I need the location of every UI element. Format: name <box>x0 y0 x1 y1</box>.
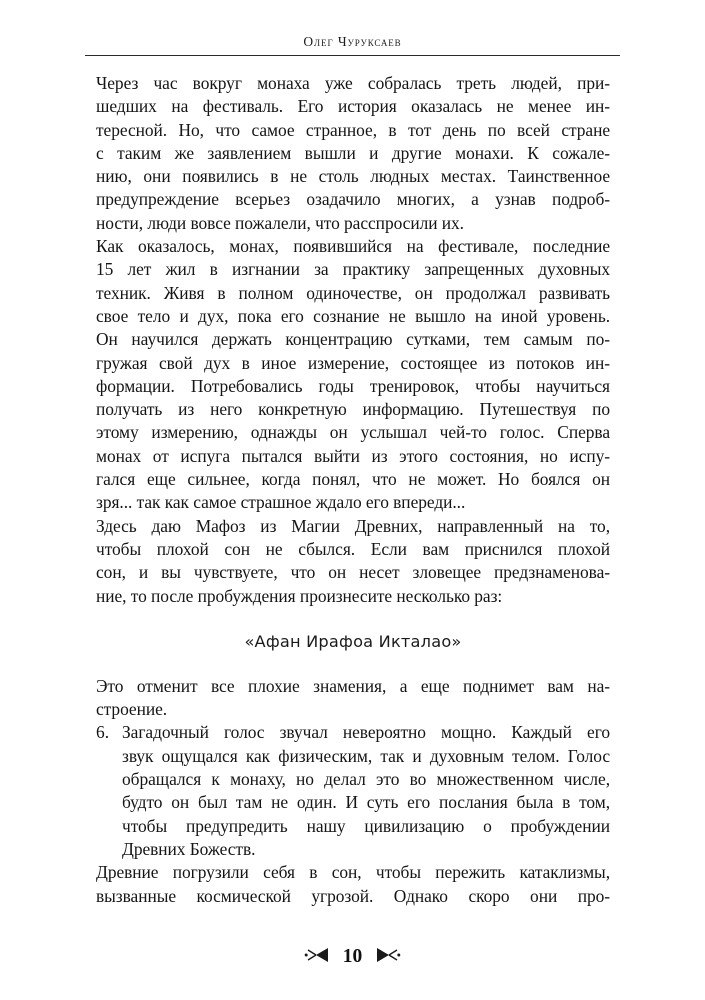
page-number: 10 <box>342 946 363 967</box>
text-line: Как оказалось, монах, появившийся на фестивале, последние <box>96 236 610 257</box>
text-line: звук ощущался как физическим, так и духовным телом. Голос <box>122 745 610 766</box>
text-line: Он научился держать концентрацию сутками, тем самым по- <box>96 329 610 350</box>
running-head-text: Олег Чуруксаев <box>303 34 402 49</box>
incantation-text: «Афан Ирафоа Икталао» <box>244 631 462 651</box>
text-line: будто он был там не один. И суть его послания была в том, <box>122 792 610 813</box>
left-flourish-icon <box>304 947 330 968</box>
text-line: нию, они появились в не столь людных местах. Таинственное <box>96 166 610 187</box>
list-item-body <box>122 721 610 861</box>
paragraph-2 <box>96 235 610 515</box>
text-line: обращался к монаху, но делал это во множественном числе, <box>122 769 610 790</box>
text-line: гружая свой дух в иное измерение, состоящее из потоков ин- <box>96 352 610 373</box>
spacer <box>96 608 610 630</box>
text-line: чтобы предупредить нашу цивилизацию о пробуждении <box>122 815 610 836</box>
text-line: техник. Живя в полном одиночестве, он продолжал развивать <box>96 282 610 303</box>
text-line: монах от испуга пытался выйти из этого состояния, но испу- <box>96 445 610 466</box>
text-line: тересной. Но, что самое странное, в тот день по всей стране <box>96 119 610 140</box>
text-line: сон, и вы чувствуете, что он несет зловещее предзнаменова- <box>96 562 610 583</box>
text-line: зря... так как самое страшное ждало его впереди... <box>96 492 466 513</box>
text-line: строение. <box>96 699 168 720</box>
text-line: Это отменит все плохие знамения, а еще поднимет вам на- <box>96 675 610 696</box>
text-line: Здесь даю Мафоз из Магии Древних, направленный на то, <box>96 515 610 536</box>
list-marker: 6. <box>96 722 110 743</box>
text-line: Через час вокруг монаха уже собралась треть людей, при- <box>96 73 610 93</box>
text-line: Загадочный голос звучал невероятно мощно. Каждый его <box>122 722 610 743</box>
paragraph-1 <box>96 72 610 235</box>
text-line: гался еще сильнее, когда понял, что не может. Но боялся он <box>96 469 610 490</box>
page-footer <box>0 946 705 968</box>
spacer <box>96 653 610 675</box>
numbered-list-item-6 <box>96 721 610 861</box>
text-column <box>96 72 610 908</box>
text-line: свое тело и дух, пока его сознание не вышло на иной уровень. <box>96 305 610 326</box>
text-line: чтобы плохой сон не сбылся. Если вам приснился плохой <box>96 538 610 559</box>
paragraph-4 <box>96 675 610 722</box>
text-line: с таким же заявлением вышли и другие монахи. К сожале- <box>96 142 610 163</box>
paragraph-5 <box>96 861 610 908</box>
text-line: шедших на фестиваль. Его история оказалась не менее ин- <box>96 96 610 117</box>
text-line: ности, люди вовсе пожалели, что расспросили их. <box>96 212 464 233</box>
right-flourish-icon <box>375 947 401 968</box>
text-line: 15 лет жил в изгнании за практику запрещенных духовных <box>96 259 610 280</box>
text-line: получать из него конкретную информацию. Путешествуя по <box>96 399 610 420</box>
text-line: Древние погрузили себя в сон, чтобы пережить катаклизмы, <box>96 862 610 883</box>
paragraph-3 <box>96 515 610 608</box>
text-line: вызванные космической угрозой. Однако скоро они про- <box>96 885 610 906</box>
running-head <box>85 33 620 51</box>
text-line: Древних Божеств. <box>122 838 256 859</box>
text-line: формации. Потребовались годы тренировок, чтобы научиться <box>96 375 610 396</box>
text-line: этому измерению, однажды он услышал чей-то голос. Сперва <box>96 422 610 443</box>
header-divider-rule <box>85 55 620 56</box>
text-line: ние, то после пробуждения произнесите несколько раз: <box>96 585 503 606</box>
text-line: предупреждение всерьез озадачило многих, а узнав подроб- <box>96 189 610 210</box>
